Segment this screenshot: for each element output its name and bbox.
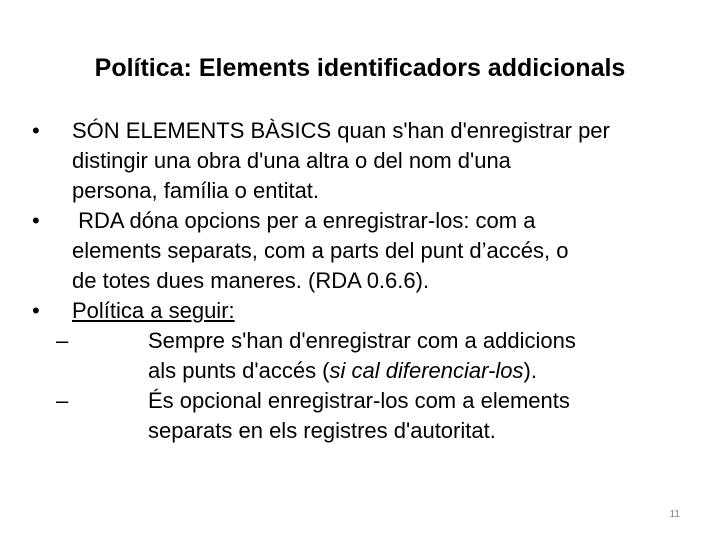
bullet-line: persona, família o entitat. xyxy=(72,178,320,203)
subbullet-marker: – xyxy=(56,388,69,413)
bullet-item xyxy=(30,296,700,326)
subbullet-line: És opcional enregistrar-los com a elements xyxy=(148,388,570,413)
page-number: 11 xyxy=(669,509,680,520)
bullet-text xyxy=(72,296,700,326)
subbullet-line xyxy=(148,356,700,386)
subbullet-text xyxy=(126,326,700,386)
subbullet-item xyxy=(56,326,700,386)
subbullet-line-emphasis: si cal diferenciar-los xyxy=(329,358,524,383)
bullet-lead: SÓN ELEMENTS BÀSICS xyxy=(72,118,332,143)
policy-label: Política a seguir: xyxy=(72,298,235,323)
subbullet-line-prefix: als punts d'accés ( xyxy=(148,358,330,383)
bullet-line: elements separats, com a parts del punt d’accés, o xyxy=(72,238,569,263)
bullet-line: quan s'han d'enregistrar per xyxy=(331,118,610,143)
bullet-item xyxy=(30,206,700,296)
bullet-marker: • xyxy=(32,298,40,323)
subbullet-line: separats en els registres d'autoritat. xyxy=(148,418,496,443)
subbullet-marker: – xyxy=(56,328,69,353)
bullet-text xyxy=(72,206,700,296)
subbullet-line: Sempre s'han d'enregistrar com a addicions xyxy=(148,328,576,353)
bullet-item xyxy=(30,116,700,206)
bullet-text xyxy=(72,116,700,206)
bullet-marker: • xyxy=(32,208,40,233)
subbullet-line-suffix: ). xyxy=(523,358,537,383)
slide-title: Política: Elements identificadors addicionals xyxy=(94,54,626,82)
bullet-line: de totes dues maneres. (RDA 0.6.6). xyxy=(72,268,430,293)
bullet-line: distingir una obra d'una altra o del nom d'una xyxy=(72,148,511,173)
bullet-line: RDA dóna opcions per a enregistrar-los: com a xyxy=(72,208,536,233)
bullet-marker: • xyxy=(32,118,40,143)
bullet-list xyxy=(30,116,700,446)
subbullet-item xyxy=(56,386,700,446)
subbullet-text xyxy=(126,386,700,446)
